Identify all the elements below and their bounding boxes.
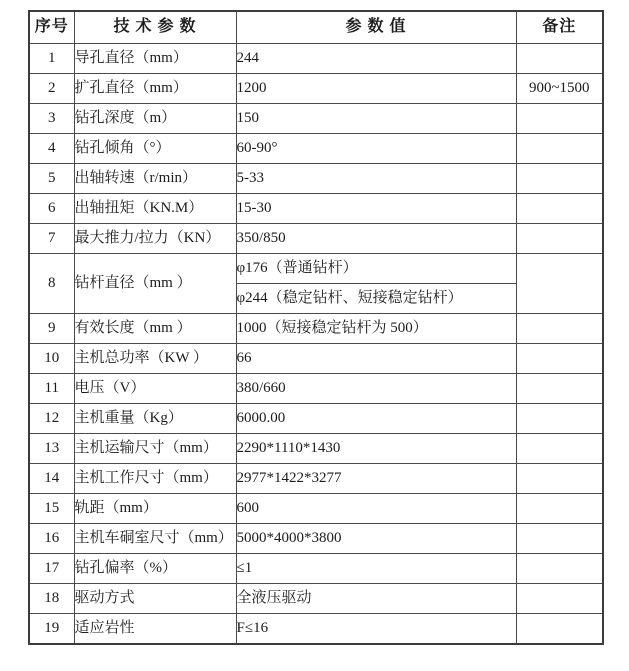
cell-param: 导孔直径（mm） <box>74 44 236 74</box>
cell-value: 150 <box>236 104 516 134</box>
header-note: 备注 <box>516 11 603 44</box>
table-row <box>29 404 603 434</box>
table-row <box>29 164 603 194</box>
cell-value: 2977*1422*3277 <box>236 464 516 494</box>
cell-value: 60-90° <box>236 134 516 164</box>
header-value: 参 数 值 <box>236 11 516 44</box>
cell-note <box>516 584 603 614</box>
cell-no: 4 <box>29 134 74 164</box>
cell-value: 244 <box>236 44 516 74</box>
cell-note <box>516 344 603 374</box>
cell-no: 9 <box>29 314 74 344</box>
cell-value: 600 <box>236 494 516 524</box>
cell-no: 1 <box>29 44 74 74</box>
cell-param: 轨距（mm） <box>74 494 236 524</box>
cell-param: 有效长度（mm ） <box>74 314 236 344</box>
cell-value: 66 <box>236 344 516 374</box>
table-row <box>29 104 603 134</box>
cell-no: 8 <box>29 254 74 314</box>
header-row <box>29 11 603 44</box>
cell-no: 13 <box>29 434 74 464</box>
table-row <box>29 314 603 344</box>
cell-note <box>516 254 603 314</box>
table-row <box>29 254 603 284</box>
cell-value: 全液压驱动 <box>236 584 516 614</box>
cell-param: 驱动方式 <box>74 584 236 614</box>
table-row <box>29 374 603 404</box>
cell-value: ≤1 <box>236 554 516 584</box>
cell-note <box>516 524 603 554</box>
cell-note <box>516 464 603 494</box>
cell-note <box>516 314 603 344</box>
cell-param: 主机车硐室尺寸（mm） <box>74 524 236 554</box>
cell-no: 15 <box>29 494 74 524</box>
header-no: 序号 <box>29 11 74 44</box>
table-row <box>29 494 603 524</box>
cell-note <box>516 44 603 74</box>
spec-table <box>28 10 604 645</box>
cell-note <box>516 434 603 464</box>
table-body <box>29 44 603 645</box>
cell-note <box>516 374 603 404</box>
cell-no: 7 <box>29 224 74 254</box>
cell-param: 钻杆直径（mm ） <box>74 254 236 314</box>
cell-no: 12 <box>29 404 74 434</box>
cell-param: 出轴扭矩（KN.M） <box>74 194 236 224</box>
table-row <box>29 584 603 614</box>
cell-no: 18 <box>29 584 74 614</box>
cell-value: 350/850 <box>236 224 516 254</box>
cell-value: 6000.00 <box>236 404 516 434</box>
cell-note <box>516 404 603 434</box>
cell-note <box>516 224 603 254</box>
cell-no: 5 <box>29 164 74 194</box>
cell-value: φ244（稳定钻杆、短接稳定钻杆） <box>236 284 516 314</box>
cell-param: 主机工作尺寸（mm） <box>74 464 236 494</box>
cell-param: 钻孔倾角（°） <box>74 134 236 164</box>
cell-note <box>516 614 603 645</box>
cell-note <box>516 554 603 584</box>
cell-note <box>516 164 603 194</box>
cell-value: 1200 <box>236 74 516 104</box>
cell-param: 电压（V） <box>74 374 236 404</box>
cell-param: 主机运输尺寸（mm） <box>74 434 236 464</box>
cell-value: 2290*1110*1430 <box>236 434 516 464</box>
cell-no: 2 <box>29 74 74 104</box>
cell-no: 11 <box>29 374 74 404</box>
cell-no: 16 <box>29 524 74 554</box>
table-row <box>29 434 603 464</box>
table-header <box>29 11 603 44</box>
cell-param: 适应岩性 <box>74 614 236 645</box>
table-row <box>29 224 603 254</box>
cell-no: 3 <box>29 104 74 134</box>
cell-param: 最大推力/拉力（KN） <box>74 224 236 254</box>
cell-value: 5-33 <box>236 164 516 194</box>
table-row <box>29 464 603 494</box>
cell-param: 出轴转速（r/min） <box>74 164 236 194</box>
cell-note <box>516 194 603 224</box>
cell-value: 5000*4000*3800 <box>236 524 516 554</box>
cell-no: 17 <box>29 554 74 584</box>
table-row <box>29 74 603 104</box>
cell-note: 900~1500 <box>516 74 603 104</box>
cell-value: φ176（普通钻杆） <box>236 254 516 284</box>
table-row <box>29 194 603 224</box>
cell-value: F≤16 <box>236 614 516 645</box>
cell-no: 19 <box>29 614 74 645</box>
table-row <box>29 44 603 74</box>
cell-param: 主机重量（Kg） <box>74 404 236 434</box>
cell-no: 10 <box>29 344 74 374</box>
table-row <box>29 134 603 164</box>
cell-no: 14 <box>29 464 74 494</box>
cell-no: 6 <box>29 194 74 224</box>
cell-note <box>516 104 603 134</box>
cell-note <box>516 134 603 164</box>
table-row <box>29 614 603 645</box>
cell-value: 380/660 <box>236 374 516 404</box>
cell-note <box>516 494 603 524</box>
cell-param: 钻孔深度（m） <box>74 104 236 134</box>
table-row <box>29 344 603 374</box>
cell-value: 1000（短接稳定钻杆为 500） <box>236 314 516 344</box>
header-param: 技 术 参 数 <box>74 11 236 44</box>
cell-param: 主机总功率（KW ） <box>74 344 236 374</box>
table-row <box>29 524 603 554</box>
cell-param: 钻孔偏率（%） <box>74 554 236 584</box>
table-row <box>29 554 603 584</box>
cell-value: 15-30 <box>236 194 516 224</box>
cell-param: 扩孔直径（mm） <box>74 74 236 104</box>
